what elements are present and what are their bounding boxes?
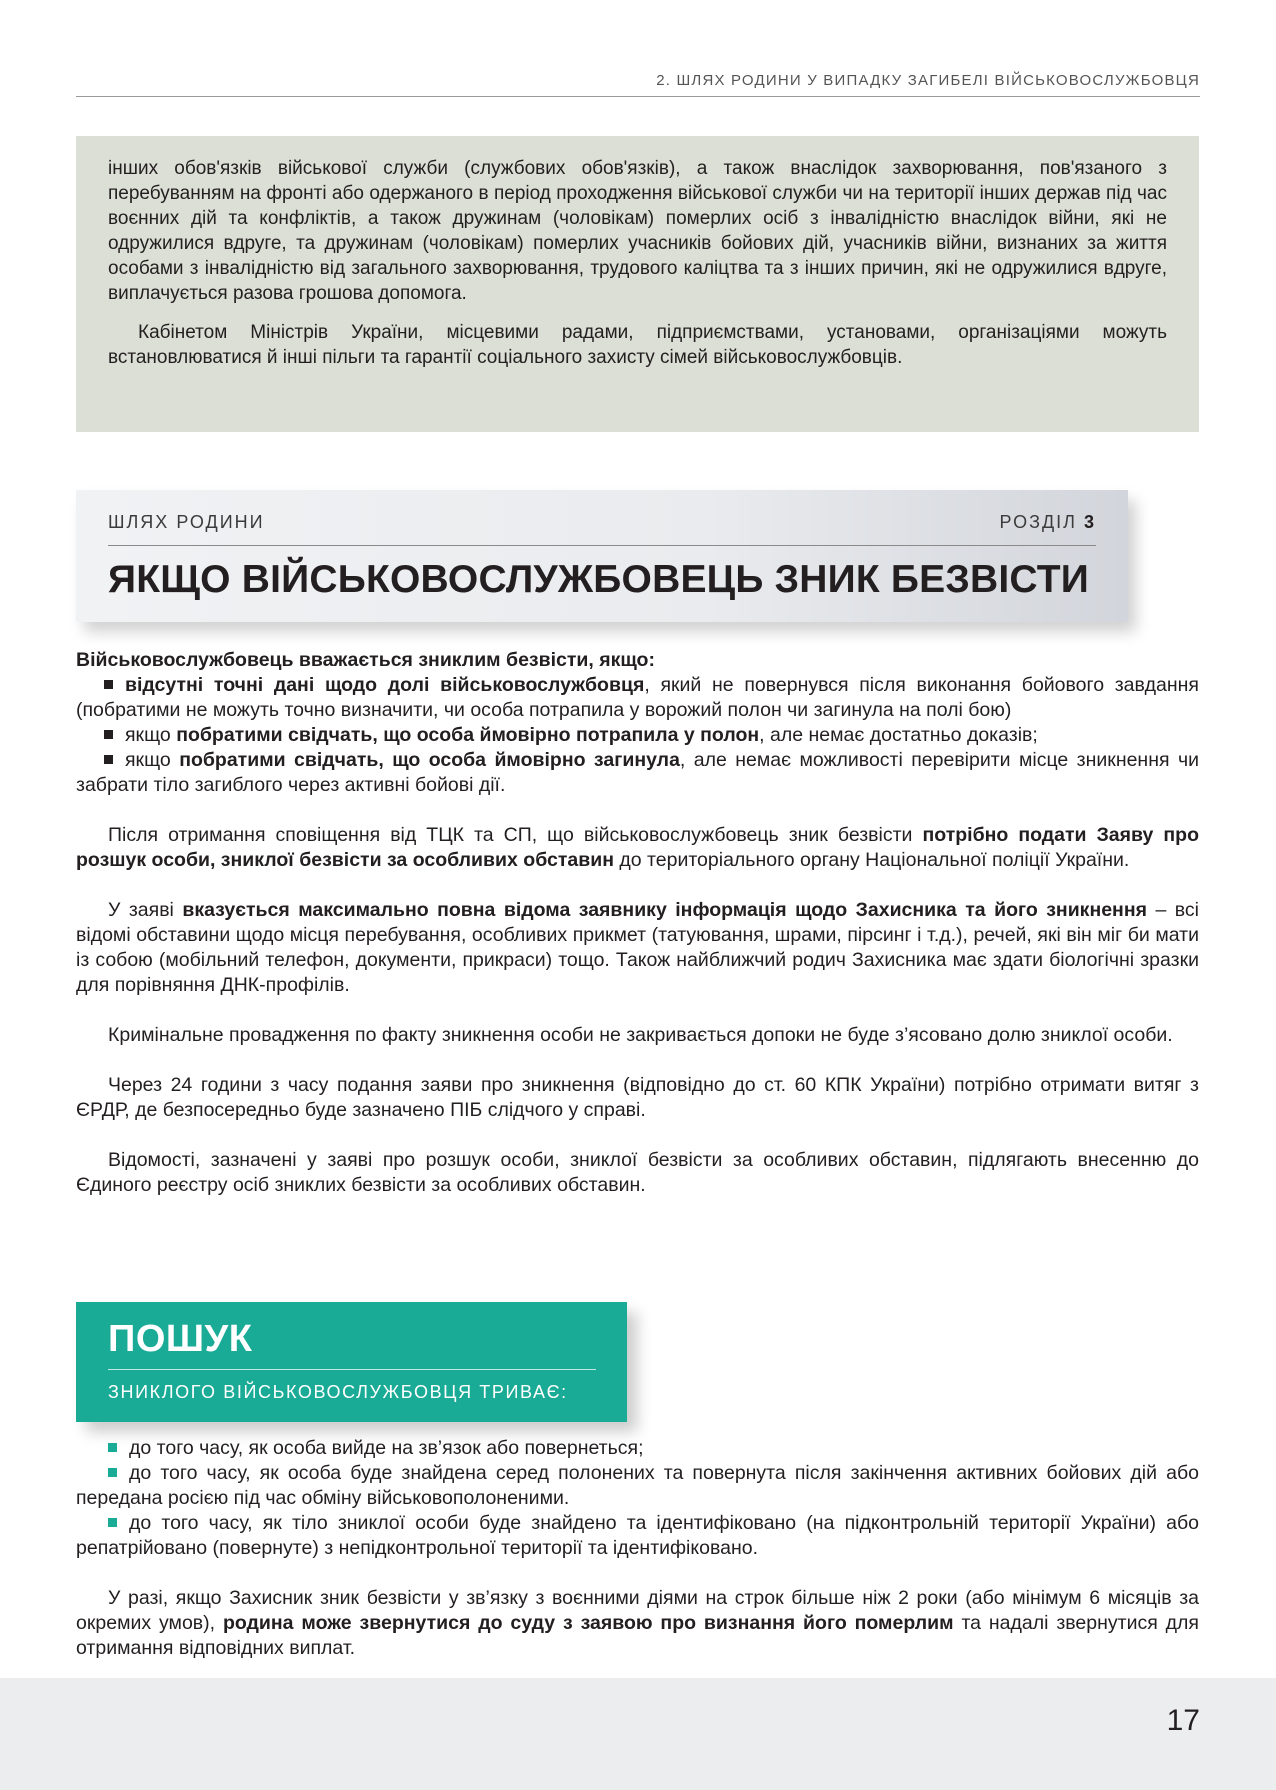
- list-item: [76, 1461, 1199, 1511]
- list-item: [76, 1511, 1199, 1561]
- bullet-square-icon: [104, 730, 113, 739]
- paragraph: [76, 823, 1199, 873]
- emphasis: побратими свідчать, що особа ймовірно потрапила у полон: [176, 724, 760, 746]
- text: до того часу, як особа буде знайдена серед полонених та повернута після закінчення активних бойових дій або передана росією під час обміну військовополоненими.: [76, 1462, 1199, 1509]
- benefits-note-box: [76, 136, 1199, 432]
- bullet-square-icon: [108, 1443, 117, 1452]
- section-title: ЯКЩО ВІЙСЬКОВОСЛУЖБОВЕЦЬ ЗНИК БЕЗВІСТИ: [108, 558, 1090, 601]
- paragraph: [76, 898, 1199, 998]
- emphasis: побратими свідчать, що особа ймовірно загинула: [179, 749, 680, 771]
- text: , але немає можливості перевірити місце зникнення чи забрати тіло загиблого через активні бойові дії.: [76, 749, 1199, 796]
- page-number: 17: [1166, 1704, 1200, 1737]
- paragraph: Відомості, зазначені у заяві про розшук особи, зниклої безвісти за особливих обставин, підлягають внесенню до Єдиного реєстру осіб зниклих безвісти за особливих обставин.: [76, 1149, 1199, 1196]
- section-meta-row: [108, 512, 1096, 546]
- paragraph: Кримінальне провадження по факту зникнення особи не закривається допоки не буде з’ясовано долю зниклої особи.: [108, 1024, 1173, 1046]
- text: якщо: [125, 749, 180, 771]
- text: У разі, якщо Захисник зник безвісти у зв’язку з воєнними діями на строк більше ніж 2 роки (або мінімум 6 місяців за окремих умов),: [76, 1587, 1199, 1634]
- text: до того часу, як тіло зниклої особи буде знайдено та ідентифіковано (на підконтрольній території України) або репатрійовано (повернуте) з непідконтрольної території та ідентифіковано.: [76, 1512, 1199, 1559]
- list-item: [76, 1436, 1199, 1461]
- bullet-square-icon: [108, 1468, 117, 1477]
- intro-line: [76, 648, 1199, 673]
- text: якщо: [125, 724, 177, 746]
- bullet-square-icon: [108, 1518, 117, 1527]
- list-item: [76, 673, 1199, 723]
- search-title: ПОШУК: [108, 1318, 596, 1370]
- chapter-label: РОЗДІЛ: [999, 512, 1077, 532]
- chapter-number: 3: [1083, 512, 1096, 532]
- bullet-square-icon: [104, 755, 113, 764]
- running-head: 2. ШЛЯХ РОДИНИ У ВИПАДКУ ЗАГИБЕЛІ ВІЙСЬКОВОСЛУЖБОВЦЯ: [76, 72, 1200, 97]
- list-item: [76, 748, 1199, 798]
- footer-band: [0, 1678, 1276, 1790]
- text: до територіального органу Національної поліції України.: [613, 849, 1130, 871]
- benefits-paragraph: Кабінетом Міністрів України, місцевими радами, підприємствами, установами, організаціями можуть встановлюватися й інші пільги та гарантії соціального захисту сімей військовослужбовців.: [108, 322, 1167, 368]
- search-section-body: [76, 1436, 1199, 1661]
- benefits-paragraph: інших обов'язків військової служби (службових обов'язків), а також внаслідок захворювання, пов'язаного з перебуванням на фронті або одержаного в період проходження військової служби чи на території інших держав під час воєнних дій та конфліктів, а також дружинам (чоловікам) померлих осіб з інвалідністю внаслідок війни, які не одружилися вдруге, та дружинам (чоловікам) померлих учасників бойових дій, учасників війни, визнаних за життя особами з інвалідністю від загального захворювання, трудового каліцтва та з інших причин, які не одружилися вдруге, виплачується разова грошова допомога.: [108, 158, 1167, 304]
- section-header: [76, 490, 1128, 622]
- bullet-square-icon: [104, 680, 113, 689]
- text: , який не повернувся після виконання бойового завдання (побратими не можуть точно визначити, чи особа потрапила у ворожий полон чи загинула на полі бою): [76, 674, 1199, 721]
- paragraph: Через 24 години з часу подання заяви про зникнення (відповідно до ст. 60 КПК України) потрібно отримати витяг з ЄРДР, де безпосередньо буде зазначено ПІБ слідчого у справі.: [76, 1074, 1199, 1121]
- intro-text: Військовослужбовець вважається зниклим безвісти, якщо:: [76, 649, 655, 671]
- chapter-marker: [999, 512, 1096, 533]
- text: та надалі звернутися для отримання відповідних виплат.: [76, 1612, 1199, 1659]
- paragraph: [76, 1586, 1199, 1661]
- text: до того часу, як особа вийде на зв’язок або повернеться;: [129, 1437, 644, 1459]
- text: , але немає достатньо доказів;: [759, 724, 1038, 746]
- text: У заяві: [108, 899, 183, 921]
- text: Після отримання сповіщення від ТЦК та СП, що військовослужбовець зник безвісти: [108, 824, 923, 846]
- missing-section-body: [76, 648, 1199, 1198]
- emphasis: вказується максимально повна відома заявнику інформація щодо Захисника та його зникнення: [182, 899, 1147, 921]
- list-item: [76, 723, 1199, 748]
- search-callout: [76, 1302, 627, 1422]
- emphasis: потрібно подати Заяву про розшук особи, зниклої безвісти за особливих обставин: [76, 824, 1199, 871]
- section-label: ШЛЯХ РОДИНИ: [108, 512, 265, 532]
- search-subtitle: ЗНИКЛОГО ВІЙСЬКОВОСЛУЖБОВЦЯ ТРИВАЄ:: [108, 1382, 568, 1402]
- text: – всі відомі обставини щодо місця перебування, особливих прикмет (татуювання, шрами, пірсинг і т.д.), речей, які він міг би мати із собою (мобільний телефон, документи, прикраси) тощо. Також найближчий родич Захисника має здати біологічні зразки для порівняння ДНК-профілів.: [76, 899, 1199, 996]
- emphasis: відсутні точні дані щодо долі військовослужбовця: [125, 674, 645, 696]
- emphasis: родина може звернутися до суду з заявою про визнання його померлим: [222, 1612, 954, 1634]
